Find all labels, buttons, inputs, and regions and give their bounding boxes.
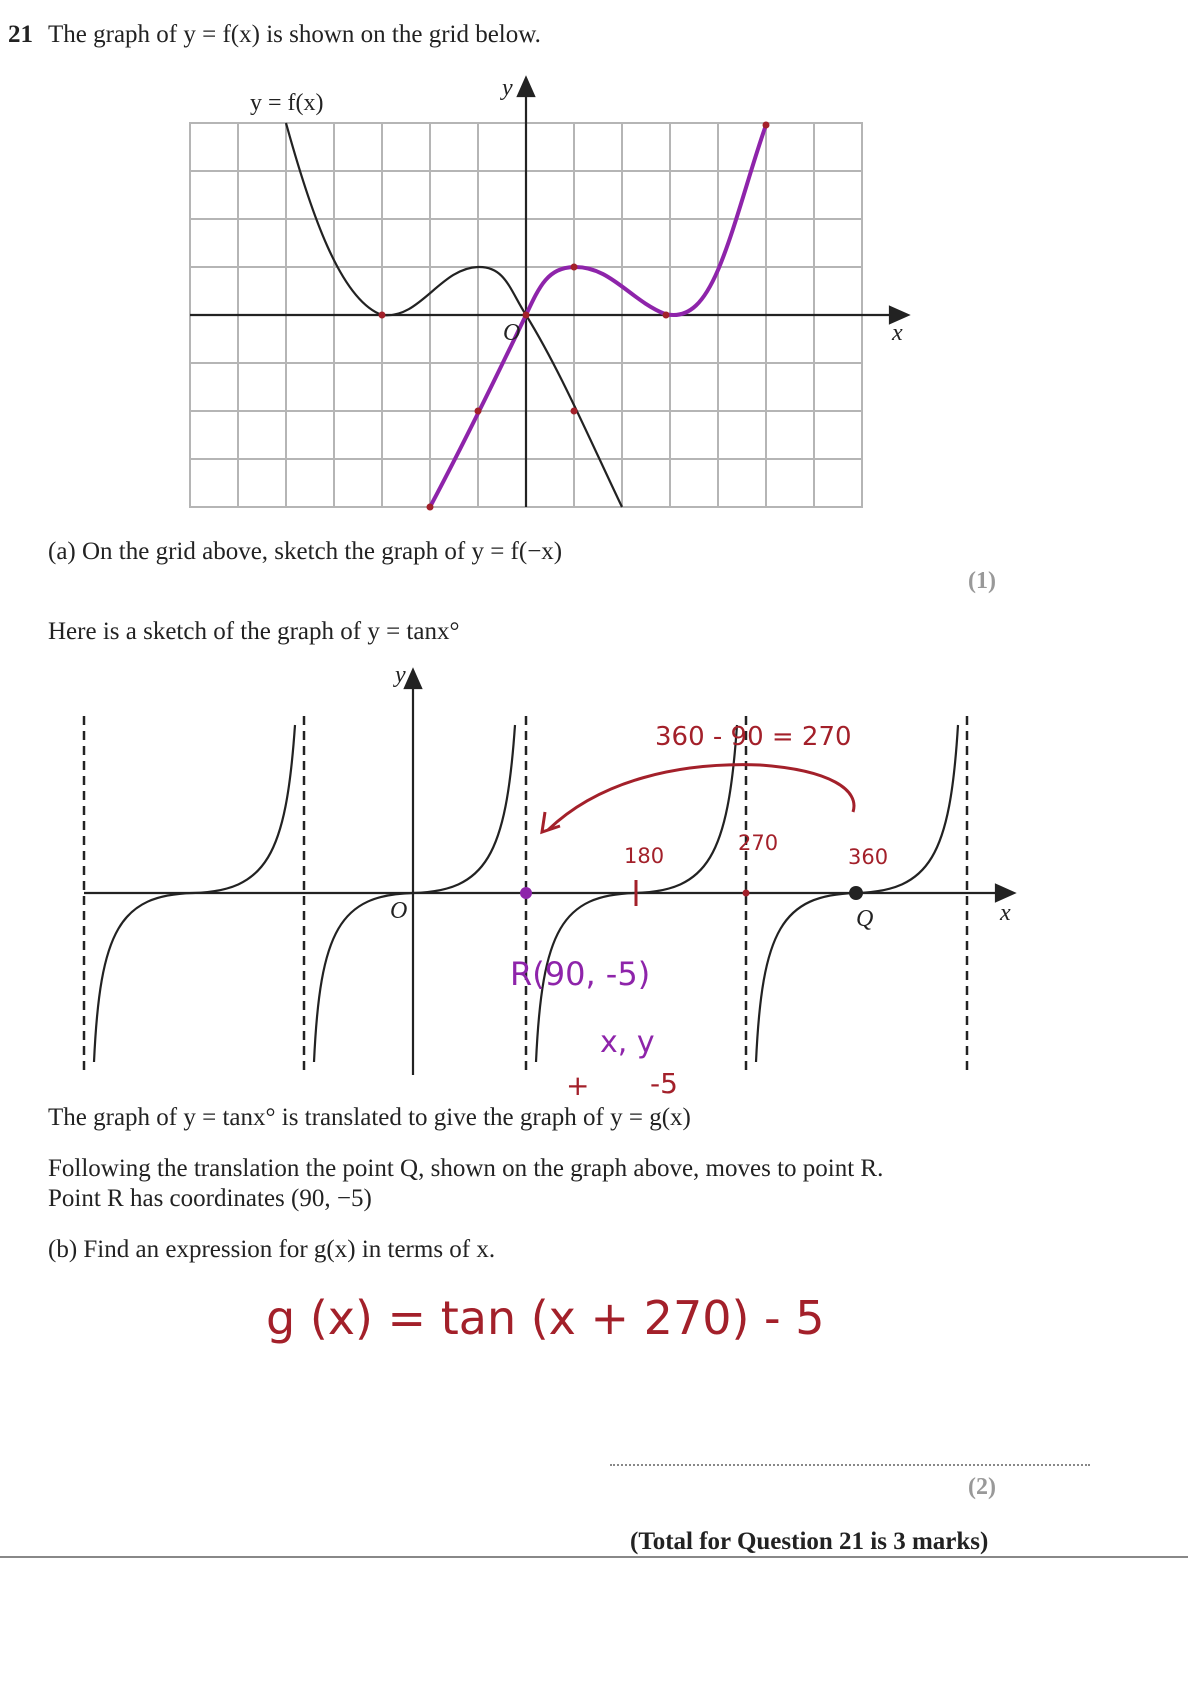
bottom-rule [0,1556,1188,1558]
hw-label-180: 180 [624,844,665,868]
hw-point-r: R(90, -5) [510,955,651,993]
point-90-marker [520,887,532,899]
fx-origin-label: O [503,320,521,346]
hw-xy: x, y [600,1025,655,1060]
hw-answer: g (x) = tan (x + 270) - 5 [266,1291,825,1345]
hw-label-360: 360 [848,845,889,869]
answer-line [610,1464,1090,1466]
part-a-text: (a) On the grid above, sketch the graph of y = f(−x) [48,538,563,565]
point-q-marker [849,886,863,900]
hw-arrow-curve [548,765,854,830]
hw-plus: + [566,1069,590,1100]
following-line-2: Point R has coordinates (90, −5) [48,1185,372,1212]
hw-label-270: 270 [738,831,779,855]
fx-y-axis-label: y [502,75,513,101]
tan-y-axis-label: y [395,662,406,688]
tan-x-axis-label: x [1000,900,1011,926]
tan-intro: Here is a sketch of the graph of y = tanx° [48,618,460,645]
tan-y-axis-arrow [405,670,421,688]
fx-x-axis-label: x [892,320,903,346]
question-total: (Total for Question 21 is 3 marks) [630,1528,989,1555]
translated-text: The graph of y = tanx° is translated to give the graph of y = g(x) [48,1104,691,1131]
fx-curve-label: y = f(x) [250,90,324,116]
point-q-label: Q [856,906,874,932]
part-b-marks: (2) [968,1474,996,1500]
question-intro: The graph of y = f(x) is shown on the grid below. [48,21,541,48]
following-line-1: Following the translation the point Q, shown on the graph above, moves to point R. [48,1155,884,1182]
point-270-marker [743,890,750,897]
question-number: 21 [8,21,33,48]
hw-calc: 360 - 90 = 270 [655,722,852,752]
part-a-marks: (1) [968,568,996,594]
tan-axes [84,670,1014,1075]
tan-x-axis-arrow [996,885,1014,901]
tan-origin-label: O [390,898,408,924]
part-b-text: (b) Find an expression for g(x) in terms of x. [48,1236,496,1263]
hw-minus5: -5 [650,1067,678,1100]
